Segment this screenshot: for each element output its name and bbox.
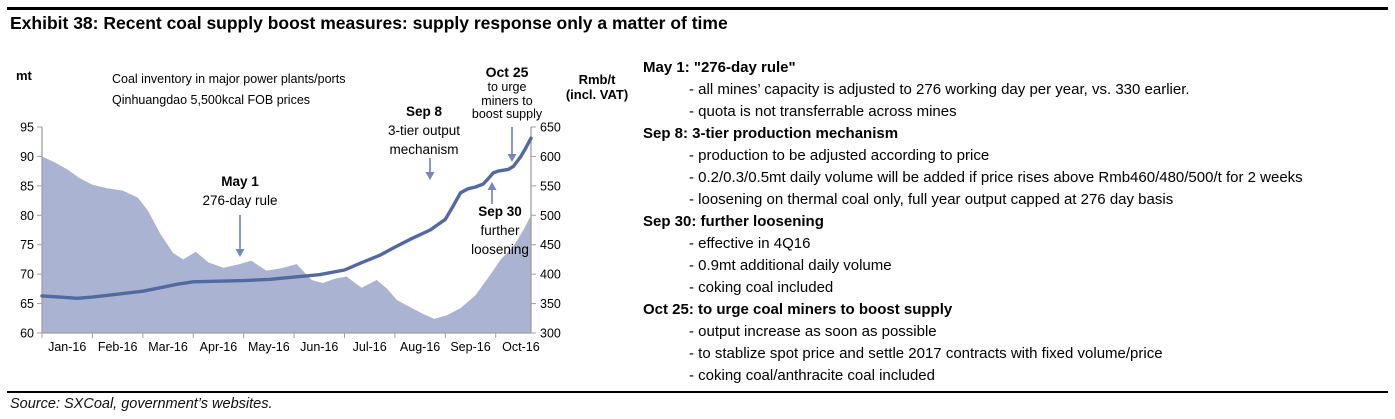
svg-text:400: 400 <box>540 267 561 282</box>
svg-text:Jan-16: Jan-16 <box>48 340 87 354</box>
annotation-may1-date: May 1 <box>221 174 259 189</box>
note-bullet: - output increase as soon as possible <box>689 323 937 340</box>
svg-text:500: 500 <box>540 208 561 223</box>
annotation-oct25-text2: miners to <box>481 93 533 108</box>
annotation-oct25 <box>447 64 567 122</box>
note-bullet: - quota is not transferrable across mines <box>689 103 957 120</box>
note-bullet: - effective in 4Q16 <box>689 235 811 252</box>
bottom-rule <box>7 391 1388 393</box>
svg-text:85: 85 <box>20 179 34 194</box>
right-axis-unit-line2: (incl. VAT) <box>565 87 629 102</box>
legend-label-price: Qinhuangdao 5,500kcal FOB prices <box>112 92 311 107</box>
note-bullet: - coking coal included <box>689 279 834 296</box>
svg-text:May-16: May-16 <box>248 340 290 354</box>
svg-text:300: 300 <box>540 326 561 341</box>
top-rule <box>7 7 1388 10</box>
svg-text:350: 350 <box>540 297 561 312</box>
svg-text:Aug-16: Aug-16 <box>399 340 441 354</box>
exhibit-title: Exhibit 38: Recent coal supply boost measures: supply response only a matter of time <box>10 13 728 33</box>
svg-text:80: 80 <box>20 208 34 223</box>
coal-chart <box>10 58 640 370</box>
svg-text:Oct-16: Oct-16 <box>502 340 540 354</box>
svg-text:65: 65 <box>20 297 34 312</box>
annotation-sep30-text1: further <box>480 223 520 238</box>
note-heading-oct25: Oct 25: to urge coal miners to boost supply <box>643 301 953 318</box>
note-bullet: - coking coal/anthracite coal included <box>689 367 935 384</box>
note-bullet: - 0.9mt additional daily volume <box>689 257 892 274</box>
annotation-oct25-text3: boost supply <box>471 107 543 121</box>
annotation-sep30 <box>440 202 560 259</box>
svg-text:60: 60 <box>20 326 34 341</box>
annotation-sep30-date: Sep 30 <box>478 204 522 219</box>
svg-text:Jul-16: Jul-16 <box>352 340 387 354</box>
svg-text:75: 75 <box>20 238 34 253</box>
note-bullet: - 0.2/0.3/0.5mt daily volume will be added if price rises above Rmb460/480/500/t for 2 weeks <box>689 169 1303 186</box>
note-bullet: - loosening on thermal coal only, full year output capped at 276 day basis <box>689 191 1174 208</box>
svg-text:600: 600 <box>540 149 561 164</box>
left-axis-unit-label: mt <box>16 68 32 83</box>
annotation-sep8-text2: mechanism <box>389 142 459 157</box>
annotation-sep8-text1: 3-tier output <box>387 123 461 138</box>
svg-text:95: 95 <box>20 120 34 135</box>
note-heading-sep30: Sep 30: further loosening <box>643 213 824 230</box>
svg-text:90: 90 <box>20 149 34 164</box>
svg-text:70: 70 <box>20 267 34 282</box>
policy-notes <box>643 57 1387 387</box>
svg-text:Jun-16: Jun-16 <box>300 340 339 354</box>
annotation-may1 <box>178 172 302 210</box>
svg-text:Feb-16: Feb-16 <box>97 340 138 354</box>
source-line: Source: SXCoal, government’s websites. <box>10 396 273 412</box>
annotation-sep30-text2: loosening <box>471 242 529 257</box>
svg-text:Apr-16: Apr-16 <box>199 340 238 354</box>
note-bullet: - to stablize spot price and settle 2017 contracts with fixed volume/price <box>689 345 1163 362</box>
svg-text:450: 450 <box>540 238 561 253</box>
annotation-may1-text: 276-day rule <box>202 193 278 208</box>
annotation-oct25-text1: to urge <box>487 80 527 94</box>
legend-label-inventory: Coal inventory in major power plants/ports <box>112 71 346 86</box>
right-axis-unit-line1: Rmb/t <box>578 72 616 87</box>
note-bullet: - production to be adjusted according to price <box>689 147 990 164</box>
svg-text:550: 550 <box>540 179 561 194</box>
svg-text:Mar-16: Mar-16 <box>148 340 188 354</box>
svg-text:650: 650 <box>540 120 561 135</box>
note-bullet: - all mines’ capacity is adjusted to 276 working day per year, vs. 330 earlier. <box>689 81 1190 98</box>
svg-text:Sep-16: Sep-16 <box>450 340 491 354</box>
annotation-oct25-date: Oct 25 <box>485 64 529 80</box>
note-heading-may1: May 1: "276-day rule" <box>643 59 796 76</box>
annotation-sep8-date: Sep 8 <box>405 104 443 119</box>
note-heading-sep8: Sep 8: 3-tier production mechanism <box>643 125 899 142</box>
